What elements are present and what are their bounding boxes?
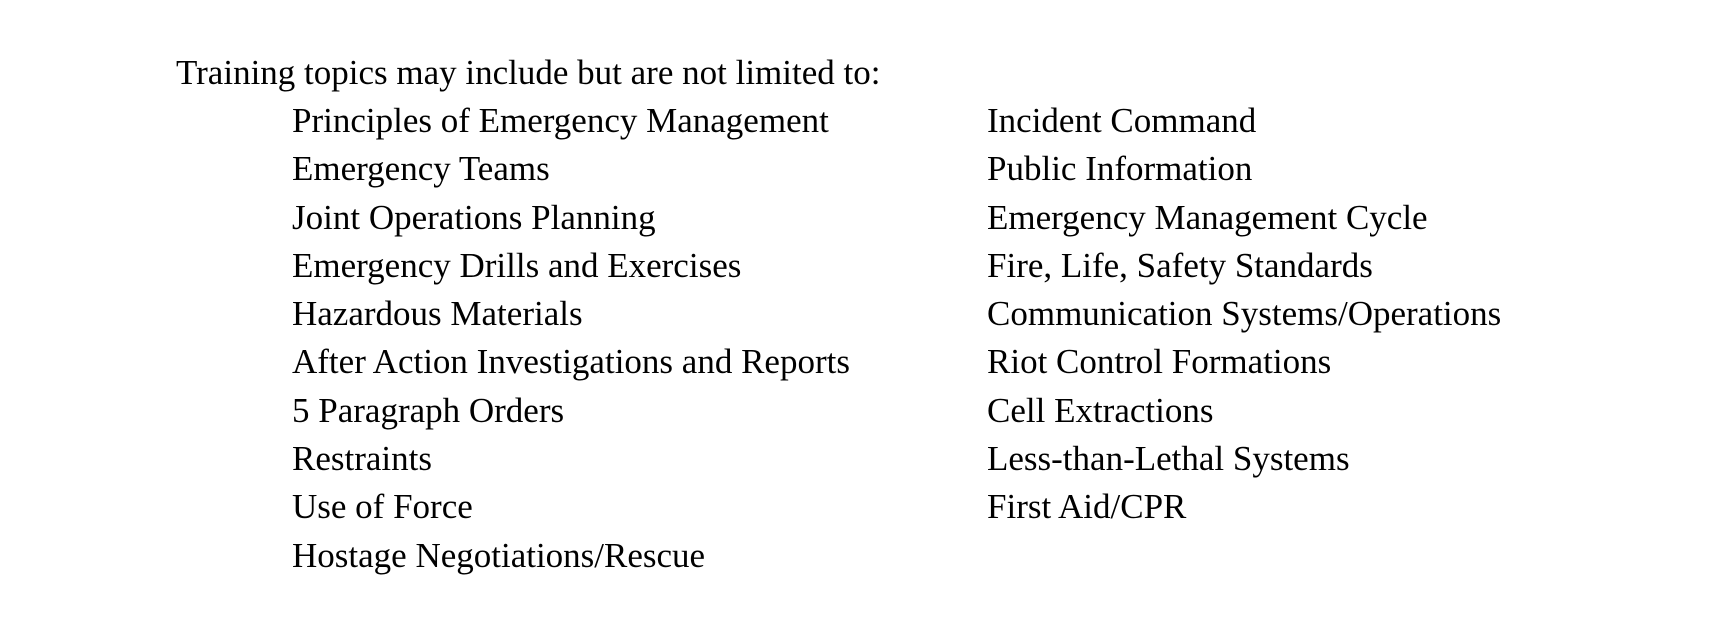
topic-item: Communication Systems/Operations — [987, 294, 1502, 334]
intro-text: Training topics may include but are not limited to: — [176, 53, 881, 92]
topics-left-column — [292, 97, 850, 580]
topic-item: Riot Control Formations — [987, 342, 1332, 382]
topic-item: Principles of Emergency Management — [292, 101, 829, 140]
topic-item: After Action Investigations and Reports — [292, 342, 850, 382]
topic-item: Fire, Life, Safety Standards — [987, 245, 1373, 285]
topic-item: Emergency Management Cycle — [987, 197, 1428, 237]
topic-item: Cell Extractions — [987, 390, 1214, 430]
topic-item: Public Information — [987, 149, 1253, 189]
topic-item: Hostage Negotiations/Rescue — [292, 535, 706, 575]
topic-item: Hazardous Materials — [292, 294, 583, 334]
topic-item: Emergency Teams — [292, 149, 550, 189]
topic-item: First Aid/CPR — [987, 487, 1187, 527]
topic-item: Emergency Drills and Exercises — [292, 245, 742, 285]
topic-item: Less-than-Lethal Systems — [987, 439, 1350, 479]
topic-item: Joint Operations Planning — [292, 197, 656, 237]
topic-item: 5 Paragraph Orders — [292, 390, 565, 430]
topic-item: Restraints — [292, 439, 432, 479]
topic-item: Incident Command — [987, 101, 1257, 140]
topics-right-column — [987, 97, 1501, 532]
topic-item: Use of Force — [292, 487, 473, 527]
